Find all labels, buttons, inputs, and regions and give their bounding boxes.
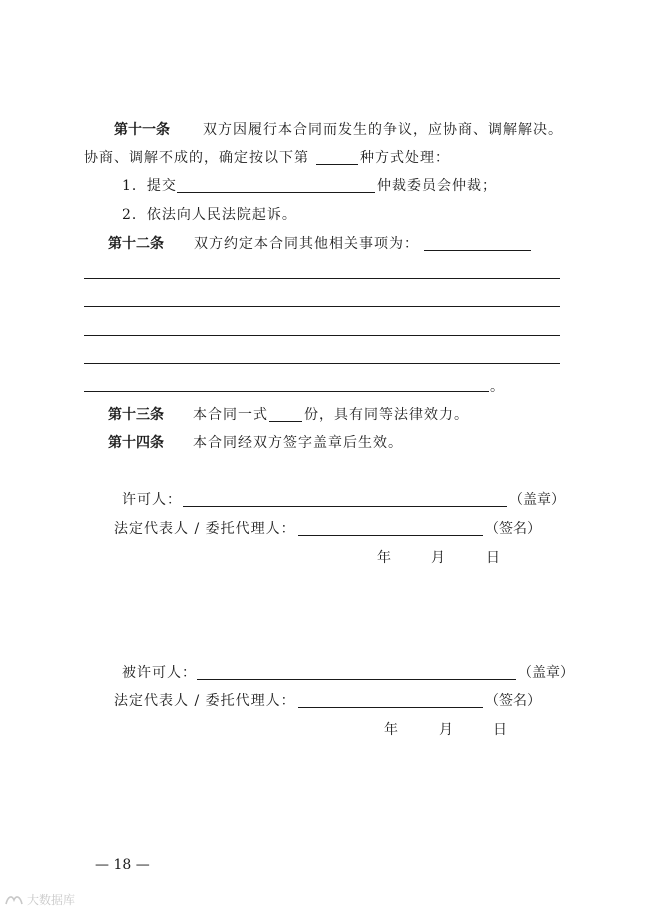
option-1-suffix: 仲裁委员会仲裁；	[377, 178, 497, 194]
licensor-representative-label: 法定代表人 / 委托代理人：	[114, 521, 296, 537]
licensor-date-day: 日	[486, 550, 500, 566]
licensee-date-year: 年	[384, 722, 398, 738]
watermark	[4, 891, 75, 909]
article-13-heading: 第十三条	[108, 407, 164, 423]
licensor-label: 许可人：	[122, 492, 182, 508]
other-matters-line-1	[84, 278, 560, 279]
licensor-signature-label: （签名）	[485, 521, 541, 537]
article-12-text: 双方约定本合同其他相关事项为：	[194, 236, 419, 252]
article-13-text-a: 本合同一式	[193, 407, 268, 423]
article-14-text: 本合同经双方签字盖章后生效。	[193, 435, 403, 451]
other-matters-line-4	[84, 363, 560, 364]
copies-count-blank	[269, 421, 302, 422]
licensee-label: 被许可人：	[122, 665, 197, 681]
licensee-date-month: 月	[439, 722, 453, 738]
arbitration-commission-blank	[177, 192, 375, 193]
other-matters-line-5	[84, 391, 489, 392]
article-11-text-line2b: 种方式处理：	[360, 150, 450, 166]
other-matters-blank-inline	[424, 250, 531, 251]
watermark-text: 大数据库	[27, 893, 76, 907]
option-2-text: 2．依法向人民法院起诉。	[122, 207, 297, 223]
watermark-logo-icon	[4, 893, 24, 907]
article-11-text-line1: 双方因履行本合同而发生的争议，应协商、调解解决。	[203, 122, 563, 138]
article-12-heading: 第十二条	[108, 236, 164, 252]
article-12-end-mark: 。	[490, 379, 504, 395]
option-1-prefix: 1．提交	[122, 178, 177, 194]
licensee-representative-blank	[298, 707, 483, 708]
licensee-date-day: 日	[493, 722, 507, 738]
article-14-heading: 第十四条	[108, 435, 164, 451]
licensee-blank	[197, 679, 516, 680]
licensee-seal-label: （盖章）	[518, 665, 574, 681]
article-11-text-line2a: 协商、调解不成的，确定按以下第	[84, 150, 309, 166]
licensor-representative-blank	[298, 535, 483, 536]
dispute-method-blank	[316, 164, 358, 165]
licensee-signature-label: （签名）	[485, 693, 541, 709]
other-matters-line-3	[84, 335, 560, 336]
licensor-blank	[183, 506, 507, 507]
licensor-seal-label: （盖章）	[509, 492, 565, 508]
article-11-heading: 第十一条	[114, 122, 170, 138]
licensor-date-year: 年	[377, 550, 391, 566]
licensor-date-month: 月	[431, 550, 445, 566]
other-matters-line-2	[84, 306, 560, 307]
article-13-text-b: 份，具有同等法律效力。	[304, 407, 469, 423]
page-number: — 18 —	[95, 857, 150, 873]
licensee-representative-label: 法定代表人 / 委托代理人：	[114, 693, 296, 709]
